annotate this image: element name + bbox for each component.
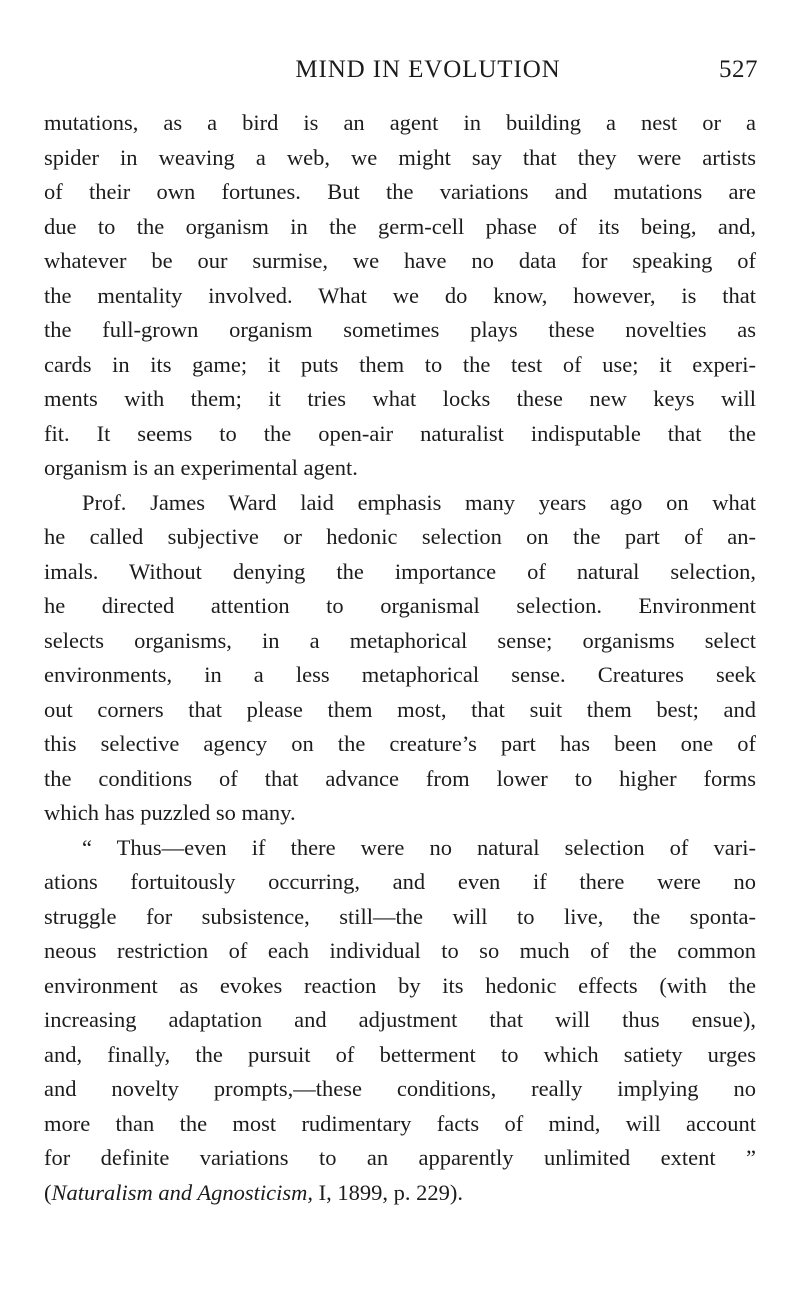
text-line: he called subjective or hedonic selection on the part of an- bbox=[44, 524, 756, 549]
text-line: the full-grown organism sometimes plays these novelties as bbox=[44, 317, 756, 342]
text-line: selects organisms, in a metaphorical sense; organisms select bbox=[44, 627, 756, 653]
text-line: due to the organism in the germ-cell phase of its being, and, bbox=[44, 213, 756, 239]
text-line: whatever be our surmise, we have no data for speaking of bbox=[44, 248, 756, 273]
text-line: ations fortuitously occurring, and even if there were no bbox=[44, 869, 756, 894]
text-line: and, finally, the pursuit of betterment to which satiety urges bbox=[44, 1041, 756, 1067]
running-title: MIND IN EVOLUTION bbox=[295, 56, 561, 83]
text-line: out corners that please them most, that suit them best; and bbox=[44, 696, 756, 722]
citation-title: Naturalism and Agnosticism, bbox=[51, 1179, 313, 1205]
page-number: 527 bbox=[719, 56, 758, 83]
running-head bbox=[200, 56, 656, 90]
text-line: he directed attention to organismal selection. Environment bbox=[44, 593, 756, 618]
citation bbox=[44, 1176, 756, 1211]
paragraph-3-quotation bbox=[44, 831, 756, 1211]
text-line: neous restriction of each individual to so much of the common bbox=[44, 938, 756, 963]
text-line: and novelty prompts,—these conditions, really implying no bbox=[44, 1076, 756, 1101]
text-line: which has puzzled so many. bbox=[44, 800, 296, 825]
text-line: organism is an experimental agent. bbox=[44, 455, 358, 480]
body-text bbox=[44, 106, 756, 1210]
text-line: spider in weaving a web, we might say that they were artists bbox=[44, 144, 756, 170]
text-line: fit. It seems to the open-air naturalist indisputable that the bbox=[44, 420, 756, 446]
text-line: environment as evokes reaction by its hedonic effects (with the bbox=[44, 972, 756, 998]
text-line: mutations, as a bird is an agent in building a nest or a bbox=[44, 110, 756, 135]
text-line: increasing adaptation and adjustment that will thus ensue), bbox=[44, 1007, 756, 1032]
citation-open-paren: ( bbox=[44, 1179, 52, 1205]
citation-details: I, 1899, p. 229). bbox=[313, 1179, 463, 1205]
text-line: ments with them; it tries what locks these new keys will bbox=[44, 386, 756, 411]
text-line: more than the most rudimentary facts of mind, will account bbox=[44, 1110, 756, 1136]
text-line: struggle for subsistence, still—the will to live, the sponta- bbox=[44, 903, 756, 929]
paragraph-2 bbox=[44, 486, 756, 831]
text-line: for definite variations to an apparently unlimited extent ” bbox=[44, 1145, 756, 1170]
text-line: this selective agency on the creature’s part has been one of bbox=[44, 731, 756, 756]
text-line: of their own fortunes. But the variations and mutations are bbox=[44, 179, 756, 204]
text-line: Prof. James Ward laid emphasis many years ago on what bbox=[82, 489, 756, 515]
text-line: the mentality involved. What we do know, however, is that bbox=[44, 282, 756, 308]
text-line: the conditions of that advance from lower to higher forms bbox=[44, 765, 756, 791]
text-line: “ Thus—even if there were no natural selection of vari- bbox=[82, 834, 756, 860]
text-line: imals. Without denying the importance of natural selection, bbox=[44, 558, 756, 584]
text-line: cards in its game; it puts them to the test of use; it experi- bbox=[44, 351, 756, 377]
text-line: environments, in a less metaphorical sense. Creatures seek bbox=[44, 662, 756, 687]
paragraph-1 bbox=[44, 106, 756, 486]
